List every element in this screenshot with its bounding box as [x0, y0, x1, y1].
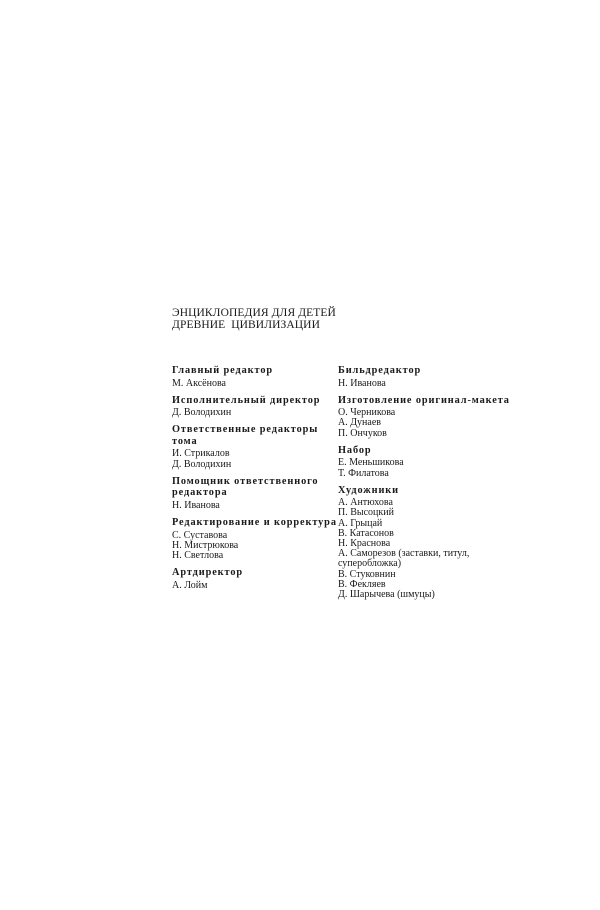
credit-heading: Ответственные редакторы тома: [172, 424, 319, 447]
credit-heading: Артдиректор: [172, 567, 244, 579]
credit-heading: Набор: [338, 444, 372, 456]
credit-name: Н. Иванова: [338, 377, 386, 389]
credit-section-photo-editor: [338, 365, 528, 389]
volume-title: ДРЕВНИЕ ЦИВИЛИЗАЦИИ: [172, 319, 320, 331]
credit-name: А. Дунаев: [338, 417, 381, 429]
credit-heading: Главный редактор: [172, 365, 274, 376]
credit-name: И. Стрикалов: [172, 448, 230, 460]
credit-name: П. Ончуков: [338, 427, 387, 439]
credit-section-typesetting: [338, 445, 528, 479]
series-title: ЭНЦИКЛОПЕДИЯ ДЛЯ ДЕТЕЙ: [172, 307, 336, 319]
credit-name: А. Антюхова: [338, 497, 393, 509]
credit-name: В. Катасонов: [338, 527, 394, 539]
credit-name: А. Грыцай: [338, 517, 383, 529]
credit-heading: Бильдредактор: [338, 365, 422, 376]
credit-name: М. Аксёнова: [172, 377, 226, 389]
credit-section-editing-proofreading: [172, 517, 342, 561]
credit-heading: Помощник ответственного редактора: [172, 475, 319, 499]
credit-name: В. Стуковнин: [338, 568, 396, 580]
credit-heading: Редактирование и корректура: [172, 517, 337, 529]
credit-section-layout: [338, 395, 528, 439]
credits-left-column: [172, 365, 342, 597]
credit-section-assistant-editor: [172, 476, 342, 511]
credit-name: Н. Светлова: [172, 549, 224, 561]
credit-name: Е. Меньшикова: [338, 457, 404, 469]
credit-heading: Художники: [338, 484, 399, 496]
credit-name: Н. Краснова: [338, 538, 391, 550]
credit-name: П. Высоцкий: [338, 507, 394, 519]
credit-name: А. Лойм: [172, 579, 208, 591]
credit-heading: Исполнительный директор: [172, 394, 321, 406]
credit-name: Д. Володихин: [172, 407, 232, 419]
credit-name: В. Фекляев: [338, 578, 386, 590]
credit-name: Н. Мистрюкова: [172, 539, 239, 551]
credit-name: О. Черникова: [338, 407, 396, 419]
credits-right-column: [338, 365, 528, 606]
credit-name: суперобложка): [338, 558, 402, 570]
credit-name: Н. Иванова: [172, 499, 220, 511]
credit-section-volume-editors: [172, 424, 342, 469]
credit-section-chief-editor: [172, 365, 342, 389]
credit-name: С. Суставова: [172, 529, 228, 541]
credit-name: Д. Шарычева (шмуцы): [338, 589, 435, 601]
credit-section-artists: [338, 485, 528, 601]
credit-name: Т. Филатова: [338, 467, 389, 479]
title-block: [172, 307, 432, 331]
credit-heading: Изготовление оригинал-макета: [338, 394, 510, 406]
credit-section-executive-director: [172, 395, 342, 419]
credit-name: Д. Володихин: [172, 458, 232, 470]
credit-name: А. Саморезов (заставки, титул,: [338, 548, 470, 560]
credit-section-art-director: [172, 567, 342, 591]
